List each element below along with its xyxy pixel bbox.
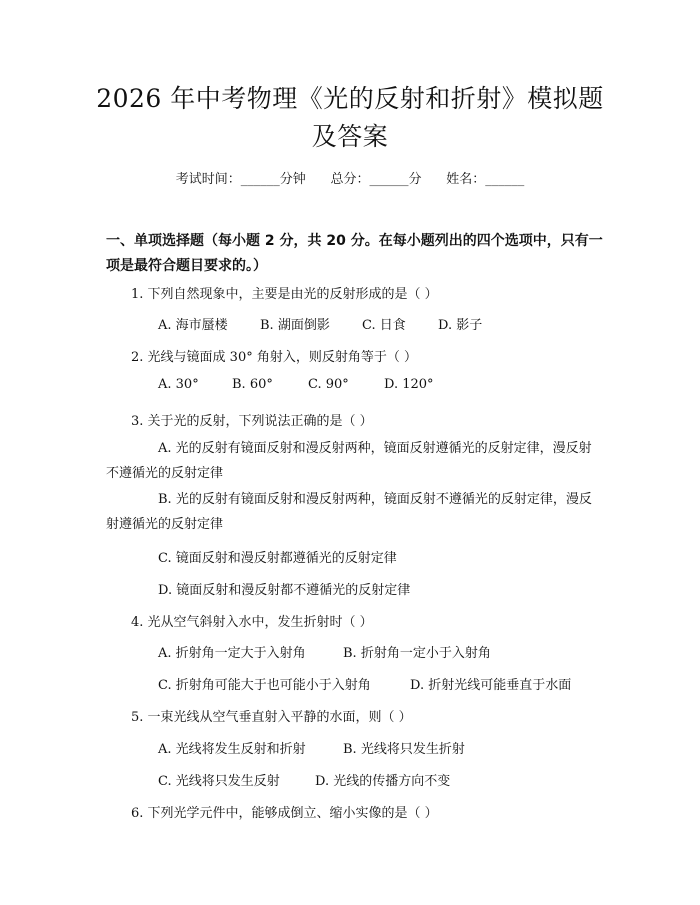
section-heading: 一、单项选择题（每小题 2 分，共 20 分。在每小题列出的四个选项中，只有一项是最符合题目要求的。）: [106, 233, 603, 274]
question-1-option-b: B. 湖面倒影: [260, 318, 330, 333]
question-4: 4. 光从空气斜射入水中，发生折射时（ ）: [131, 615, 373, 630]
question-2-option-a: A. 30°: [158, 377, 199, 392]
question-4-option-c: C. 折射角可能大于也可能小于入射角: [158, 678, 371, 693]
question-2-option-d: D. 120°: [384, 377, 434, 392]
question-6: 6. 下列光学元件中，能够成倒立、缩小实像的是（ ）: [131, 806, 438, 821]
question-3-option-c: C. 镜面反射和漫反射都遵循光的反射定律: [158, 551, 397, 566]
question-2-option-b: B. 60°: [232, 377, 273, 392]
question-4-option-a: A. 折射角一定大于入射角: [158, 646, 306, 661]
question-3-option-a: A. 光的反射有镜面反射和漫反射两种，镜面反射遵循光的反射定律，漫反射不遵循光的反射定律: [106, 441, 592, 481]
question-5-option-a: A. 光线将发生反射和折射: [158, 742, 306, 757]
question-1-option-c: C. 日食: [362, 318, 406, 333]
question-5-option-c: C. 光线将只发生反射: [158, 774, 280, 789]
question-2-option-c: C. 90°: [308, 377, 349, 392]
question-5-option-b: B. 光线将只发生折射: [343, 742, 465, 757]
exam-info-line: 考试时间：______分钟 总分：______分 姓名：______: [175, 172, 525, 187]
question-3-option-b: B. 光的反射有镜面反射和漫反射两种，镜面反射不遵循光的反射定律，漫反射遵循光的反射定律: [106, 492, 592, 532]
question-4-option-b: B. 折射角一定小于入射角: [343, 646, 491, 661]
question-3-option-d: D. 镜面反射和漫反射都不遵循光的反射定律: [158, 583, 411, 598]
question-1-option-d: D. 影子: [438, 318, 483, 333]
question-3: 3. 关于光的反射，下列说法正确的是（ ）: [131, 414, 373, 429]
page-title-line2: 及答案: [311, 122, 389, 151]
question-5-option-d: D. 光线的传播方向不变: [315, 774, 451, 789]
question-4-option-d: D. 折射光线可能垂直于水面: [410, 678, 572, 693]
question-2: 2. 光线与镜面成 30° 角射入，则反射角等于（ ）: [131, 350, 417, 365]
question-5: 5. 一束光线从空气垂直射入平静的水面，则（ ）: [131, 710, 412, 725]
question-1-option-a: A. 海市蜃楼: [158, 318, 228, 333]
page-title-line1: 2026 年中考物理《光的反射和折射》模拟题: [96, 84, 604, 113]
question-1: 1. 下列自然现象中，主要是由光的反射形成的是（ ）: [131, 287, 438, 302]
